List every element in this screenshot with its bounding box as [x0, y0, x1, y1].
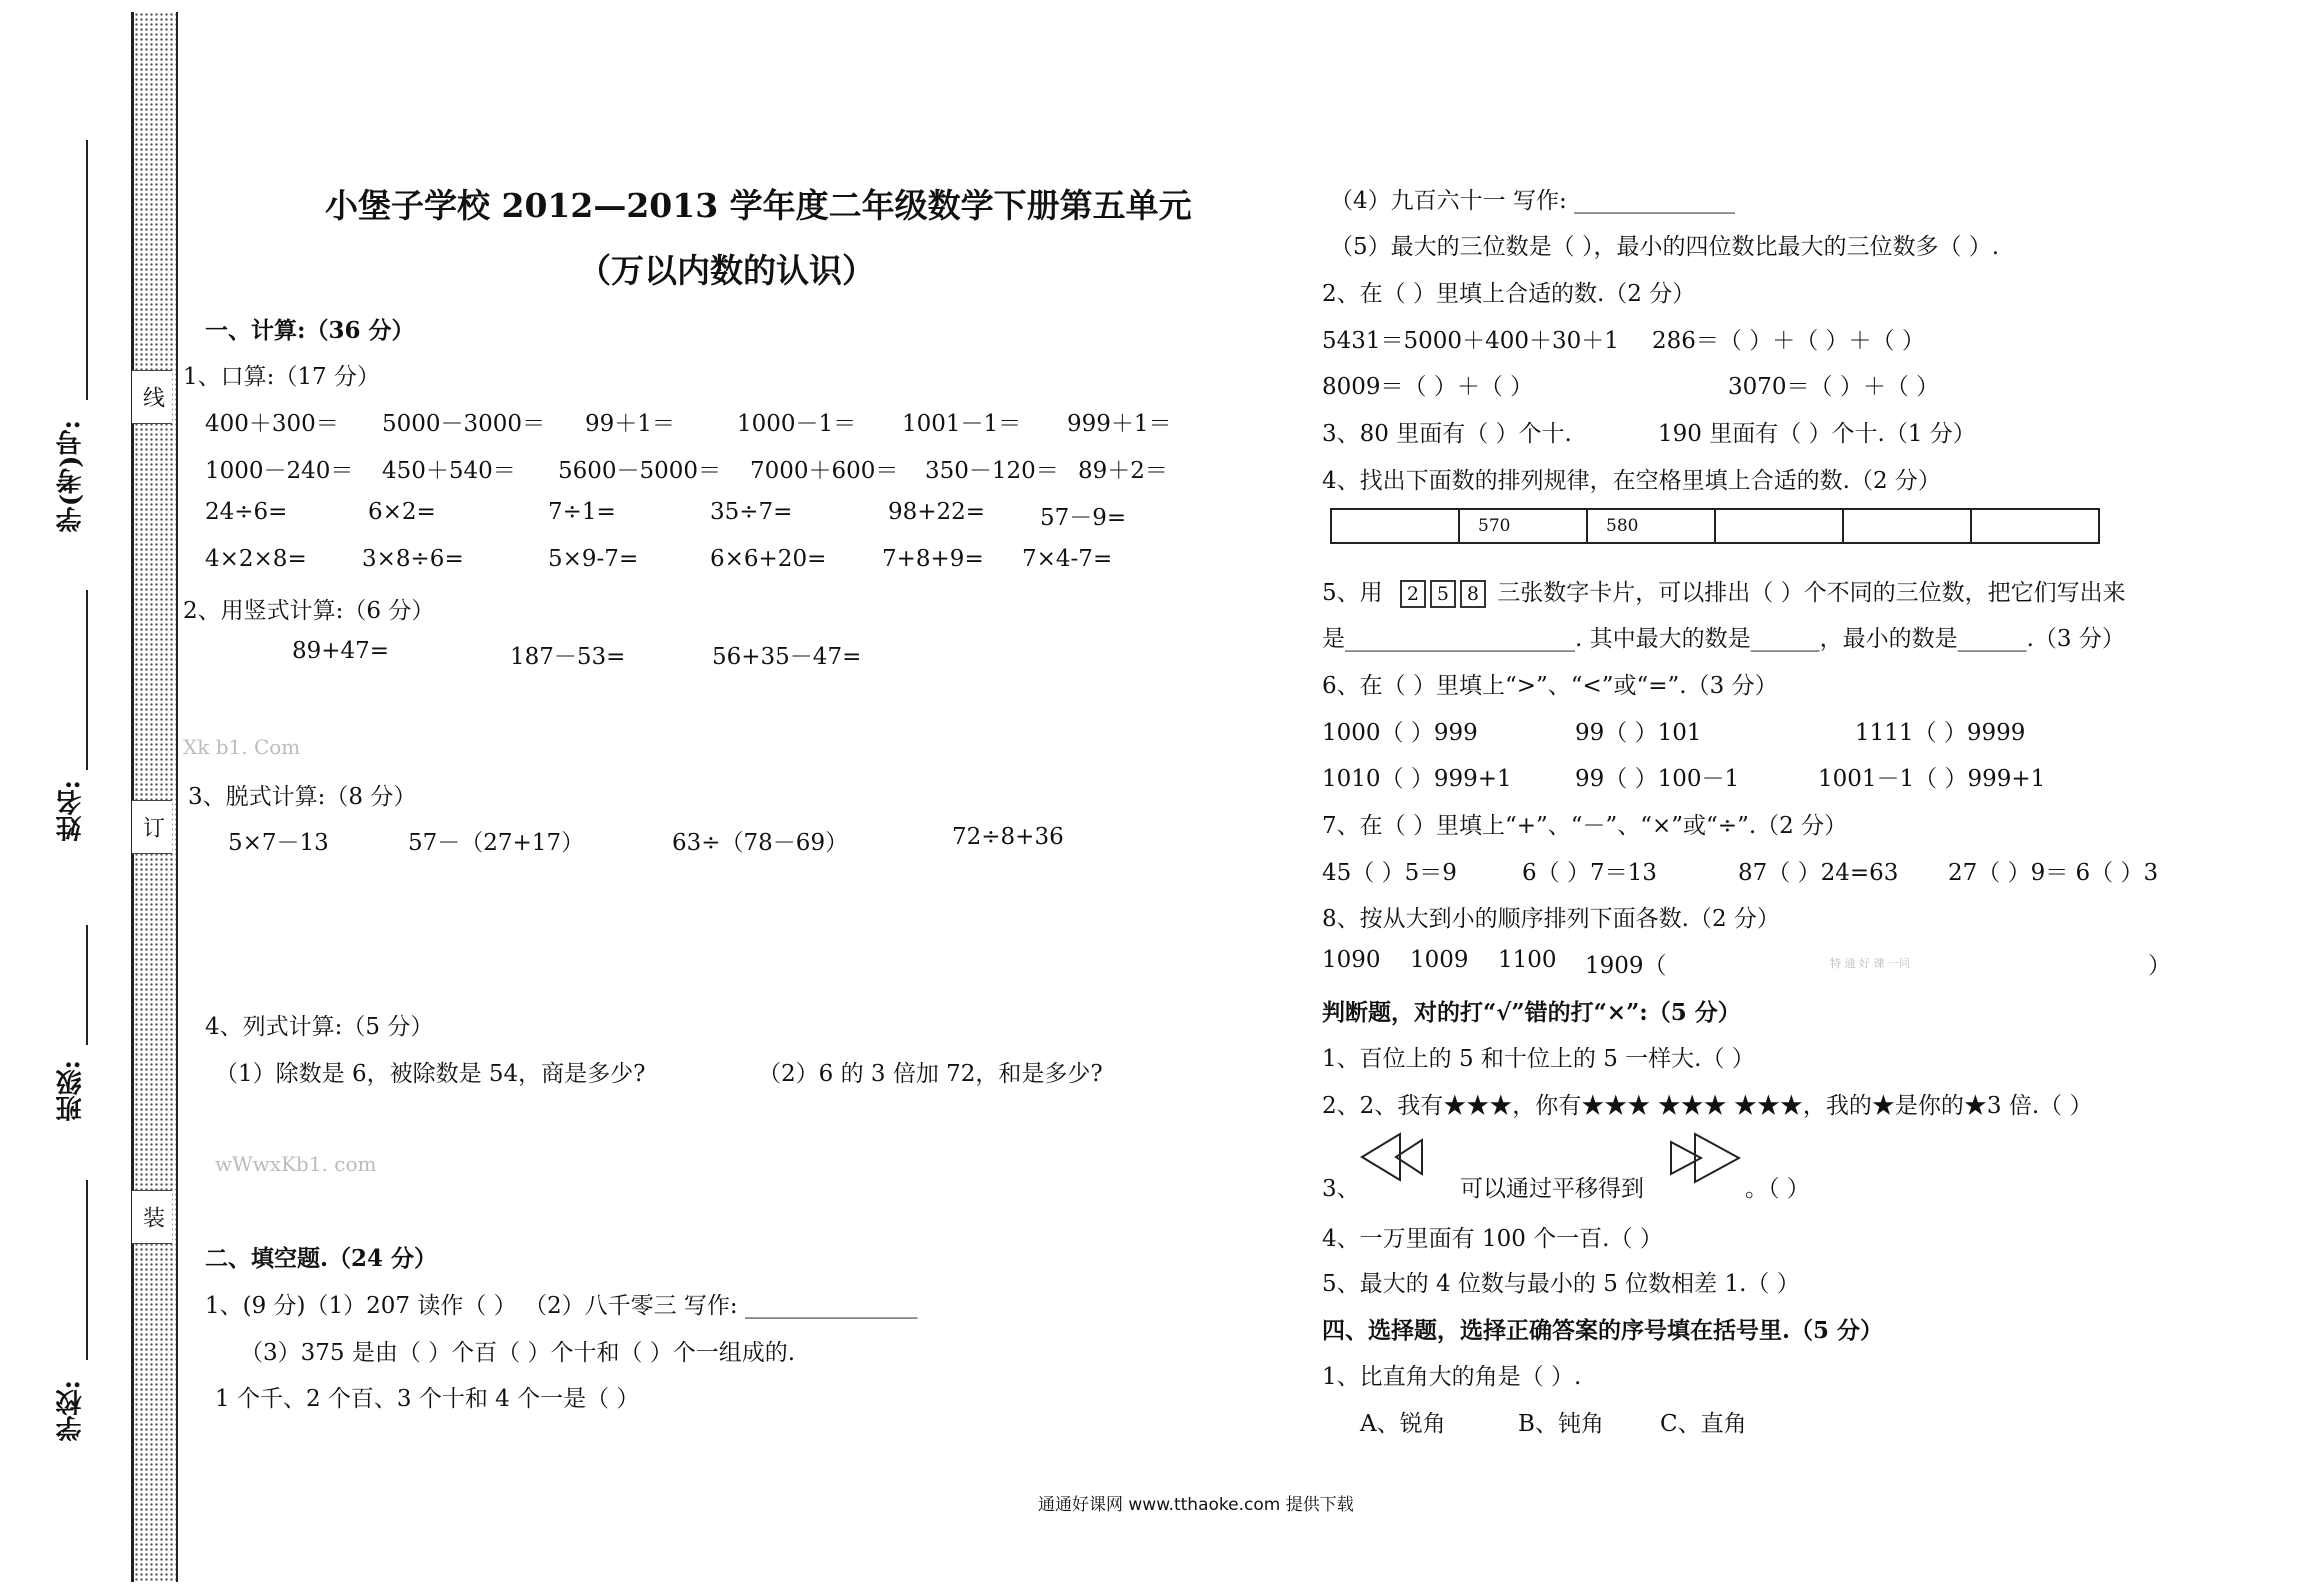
q1-item: 5600－5000＝ [558, 458, 722, 484]
q1-item: 1001－1＝ [902, 411, 1022, 437]
q3-item: 57－（27+17） [408, 830, 585, 856]
judge-heading: 判断题，对的打“√”错的打“×”:（5 分） [1322, 999, 1741, 1026]
name-label: 姓名: [56, 780, 86, 842]
choice-option: B、钝角 [1518, 1411, 1604, 1437]
fill-q7-item: 27（ ）9＝ 6（ ）3 [1948, 860, 2159, 886]
section-4-heading: 四、选择题，选择正确答案的序号填在括号里.（5 分） [1322, 1317, 1884, 1344]
q1-item: 6×2= [368, 499, 436, 525]
q1-item: 350－120＝ [925, 458, 1059, 484]
q1-item: 7000＋600＝ [750, 458, 899, 484]
school-label: 学校: [56, 1380, 86, 1442]
judge-q4: 4、一万里面有 100 个一百.（ ） [1322, 1226, 1663, 1252]
binding-strip [131, 12, 178, 1582]
fill-q1-part3: （3）375 是由（ ）个百（ ）个十和（ ）个一组成的. [240, 1340, 796, 1366]
fill-q3a: 3、80 里面有（ ）个十. [1322, 421, 1572, 447]
q1-item: 999＋1＝ [1067, 411, 1172, 437]
judge-q2: 2、2、我有★★★，你有★★★ ★★★ ★★★，我的★是你的★3 倍.（ ） [1322, 1093, 2093, 1119]
student-id-line [86, 140, 88, 400]
fill-q1-part4: 1 个千、2 个百、3 个十和 4 个一是（ ） [215, 1386, 640, 1412]
student-id-label: 学(考)号: [56, 420, 86, 533]
fill-q5-text: 三张数字卡片，可以排出（ ）个不同的三位数，把它们写出来 [1497, 580, 2126, 606]
q3-item: 5×7－13 [228, 830, 329, 856]
fill-q1-part-5: （5）最大的三位数是（ ），最小的四位数比最大的三位数多（ ）. [1330, 234, 2000, 260]
q1-item: 35÷7= [710, 499, 793, 525]
fill-q2-item: 8009＝（ ）＋（ ） [1322, 374, 1534, 400]
fill-q2-item: 286＝（ ）＋（ ）＋（ ） [1652, 328, 1925, 354]
section-2-heading: 二、填空题.（24 分） [205, 1245, 438, 1272]
class-line [86, 925, 88, 1045]
q1-item: 6×6+20= [710, 546, 827, 572]
judge-q1: 1、百位上的 5 和十位上的 5 一样大.（ ） [1322, 1046, 1755, 1072]
fill-q5-lead: 5、用 [1322, 580, 1383, 606]
q4-heading: 4、列式计算:（5 分） [205, 1014, 434, 1040]
q2-item: 56+35－47= [712, 644, 862, 670]
fill-q8-close: ） [2148, 953, 2171, 979]
choice-q1: 1、比直角大的角是（ ）. [1322, 1364, 1582, 1390]
footer-credit: 通通好课网 www.tthaoke.com 提供下载 [1038, 1495, 1354, 1515]
judge-q3-lead: 3、 [1322, 1176, 1360, 1202]
q1-heading: 1、口算:（17 分） [183, 364, 380, 390]
fill-q4-heading: 4、找出下面数的排列规律，在空格里填上合适的数.（2 分） [1322, 468, 1941, 494]
school-line [86, 1180, 88, 1360]
number-card: 2 [1400, 580, 1426, 608]
choice-option: C、直角 [1660, 1411, 1747, 1437]
fill-q6-item: 1001－1（ ）999+1 [1818, 766, 2046, 792]
fill-q1: 1、(9 分)（1）207 读作（ ） （2）八千零三 写作: _______________ [205, 1293, 918, 1319]
judge-q3-text: 可以通过平移得到 [1460, 1176, 1644, 1202]
q1-item: 5000－3000＝ [382, 411, 546, 437]
binding-label-bind: 装 [132, 1190, 172, 1244]
q2-item: 89+47= [292, 638, 390, 664]
fill-q2-item: 5431＝5000＋400＋30＋1 [1322, 328, 1619, 354]
q1-item: 7÷1= [548, 499, 616, 525]
q1-item: 7+8+9= [882, 546, 984, 572]
q4-item: （2）6 的 3 倍加 72，和是多少? [758, 1061, 1103, 1087]
name-line [86, 590, 88, 770]
q4-item: （1）除数是 6，被除数是 54，商是多少? [215, 1061, 646, 1087]
fill-q7-item: 6（ ）7＝13 [1522, 860, 1657, 886]
fill-q8-number: 1090 [1322, 947, 1381, 973]
fill-q6-item: 1000（ ）999 [1322, 720, 1478, 746]
sequence-cell[interactable] [1971, 509, 2099, 543]
number-card: 8 [1460, 580, 1486, 608]
fill-q7-item: 87（ ）24=63 [1738, 860, 1899, 886]
fill-q2-heading: 2、在（ ）里填上合适的数.（2 分） [1322, 281, 1696, 307]
q2-heading: 2、用竖式计算:（6 分） [183, 598, 435, 624]
q3-item: 63÷（78－69） [672, 830, 849, 856]
q1-item: 99＋1＝ [585, 411, 675, 437]
fill-q8-number: 1100 [1498, 947, 1557, 973]
right-arrow-shape-icon [1665, 1132, 1743, 1184]
sequence-table [1330, 508, 2100, 544]
fill-q6-item: 1010（ ）999+1 [1322, 766, 1512, 792]
q1-item: 4×2×8= [205, 546, 307, 572]
judge-q5: 5、最大的 4 位数与最小的 5 位数相差 1.（ ） [1322, 1271, 1800, 1297]
q2-item: 187－53= [510, 644, 626, 670]
watermark: 特 通 好 课 一同 [1830, 957, 1910, 970]
fill-q3b: 190 里面有（ ）个十.（1 分） [1658, 421, 1976, 447]
q1-item: 450＋540＝ [382, 458, 516, 484]
fill-q6-heading: 6、在（ ）里填上“>”、“<”或“=”.（3 分） [1322, 673, 1778, 699]
q1-item: 89＋2＝ [1078, 458, 1168, 484]
fill-q8-heading: 8、按从大到小的顺序排列下面各数.（2 分） [1322, 906, 1780, 932]
class-label: 班级: [56, 1060, 86, 1122]
fill-q6-item: 99（ ）101 [1575, 720, 1702, 746]
q1-item: 1000－1＝ [737, 411, 857, 437]
fill-q8-number: 1909（ [1585, 953, 1667, 979]
q3-heading: 3、脱式计算:（8 分） [188, 784, 417, 810]
q1-item: 98+22= [888, 499, 986, 525]
q1-item: 57－9= [1040, 505, 1127, 531]
left-arrow-shape-icon [1360, 1132, 1432, 1182]
sequence-cell[interactable] [1331, 509, 1459, 543]
binding-label-order: 订 [132, 800, 172, 854]
q1-item: 24÷6= [205, 499, 288, 525]
number-card: 5 [1430, 580, 1456, 608]
fill-q2-item: 3070＝（ ）＋（ ） [1728, 374, 1940, 400]
page-title: 小堡子学校 2012—2013 学年度二年级数学下册第五单元 [325, 186, 1192, 225]
sequence-cell: 580 [1587, 509, 1715, 543]
judge-q3-tail: 。（ ） [1745, 1176, 1810, 1202]
fill-q8-number: 1009 [1410, 947, 1469, 973]
q1-item: 5×9-7= [548, 546, 639, 572]
sequence-cell[interactable] [1843, 509, 1971, 543]
fill-q7-heading: 7、在（ ）里填上“+”、“－”、“×”或“÷”.（2 分） [1322, 813, 1848, 839]
binding-label-line: 线 [132, 370, 172, 424]
fill-q5-line2: 是____________________. 其中最大的数是______，最小的数是______.（3 分） [1322, 626, 2125, 652]
q1-item: 7×4-7= [1022, 546, 1113, 572]
sequence-cell[interactable] [1715, 509, 1843, 543]
fill-q1-part-4: （4）九百六十一 写作: ______________ [1330, 188, 1736, 214]
section-1-heading: 一、计算:（36 分） [205, 317, 415, 344]
watermark: wWwxKb1. com [215, 1152, 377, 1176]
q1-item: 3×8÷6= [362, 546, 464, 572]
q1-item: 1000－240＝ [205, 458, 354, 484]
sequence-cell: 570 [1459, 509, 1587, 543]
fill-q5 [1322, 574, 2126, 608]
q3-item: 72÷8+36 [952, 824, 1064, 850]
page-subtitle: （万以内数的认识） [578, 251, 875, 290]
choice-option: A、锐角 [1360, 1411, 1446, 1437]
watermark: Xk b1. Com [183, 735, 301, 759]
number-cards [1400, 580, 1497, 606]
fill-q6-item: 1111（ ）9999 [1855, 720, 2026, 746]
fill-q7-item: 45（ ）5＝9 [1322, 860, 1457, 886]
q1-item: 400＋300＝ [205, 411, 339, 437]
fill-q6-item: 99（ ）100－1 [1575, 766, 1740, 792]
